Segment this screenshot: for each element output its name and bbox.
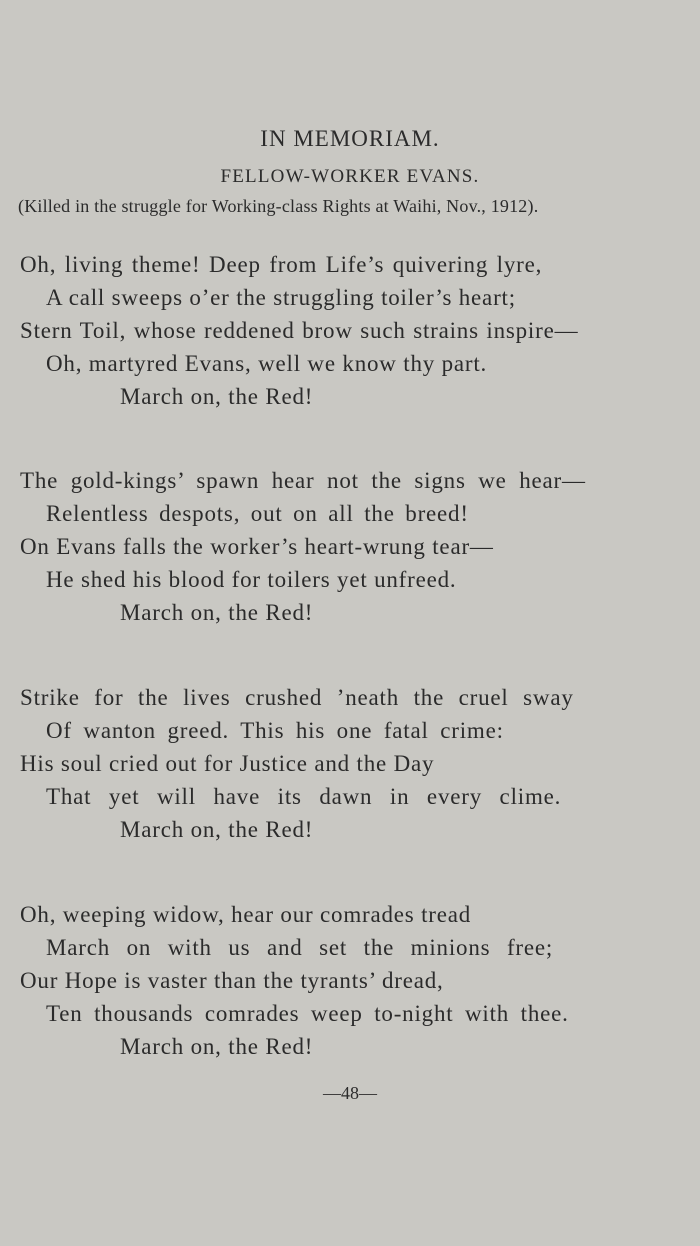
stanza-4-line-3: Our Hope is vaster than the tyrants’ dread, [20,968,444,993]
page-number: —48— [323,1083,377,1103]
stanza-2-line-4: He shed his blood for toilers yet unfreed. [46,567,457,592]
stanza-1-line-3: Stern Toil, whose reddened brow such strains inspire— [20,318,579,343]
stanza-3-line-3: His soul cried out for Justice and the Day [20,751,435,776]
stanza-3-line-1: Strike for the lives crushed ’neath the cruel sway [20,685,574,710]
stanza-2-line-2: Relentless despots, out on all the breed! [46,501,469,526]
poem-subtitle: FELLOW-WORKER EVANS. [220,166,480,187]
stanza-1-line-4: Oh, martyred Evans, well we know thy part. [46,351,488,376]
stanza-4-refrain: March on, the Red! [120,1034,314,1059]
poem-dedication: (Killed in the struggle for Working-class Rights at Waihi, Nov., 1912). [18,196,539,216]
stanza-4-line-4: Ten thousands comrades weep to-night with thee. [46,1001,569,1026]
stanza-3-line-2: Of wanton greed. This his one fatal crime: [46,718,504,743]
stanza-4-line-1: Oh, weeping widow, hear our comrades tread [20,902,472,927]
stanza-3-line-4: That yet will have its dawn in every clime. [46,784,562,809]
stanza-2-line-3: On Evans falls the worker’s heart-wrung tear— [20,534,494,559]
stanza-1-refrain: March on, the Red! [120,384,314,409]
stanza-4-line-2: March on with us and set the minions free; [46,935,554,960]
stanza-2-line-1: The gold-kings’ spawn hear not the signs we hear— [20,468,586,493]
stanza-2-refrain: March on, the Red! [120,600,314,625]
stanza-1-line-1: Oh, living theme! Deep from Life’s quivering lyre, [20,252,543,277]
stanza-1-line-2: A call sweeps o’er the struggling toiler’s heart; [46,285,516,310]
poem-title: IN MEMORIAM. [260,126,440,151]
stanza-3-refrain: March on, the Red! [120,817,314,842]
